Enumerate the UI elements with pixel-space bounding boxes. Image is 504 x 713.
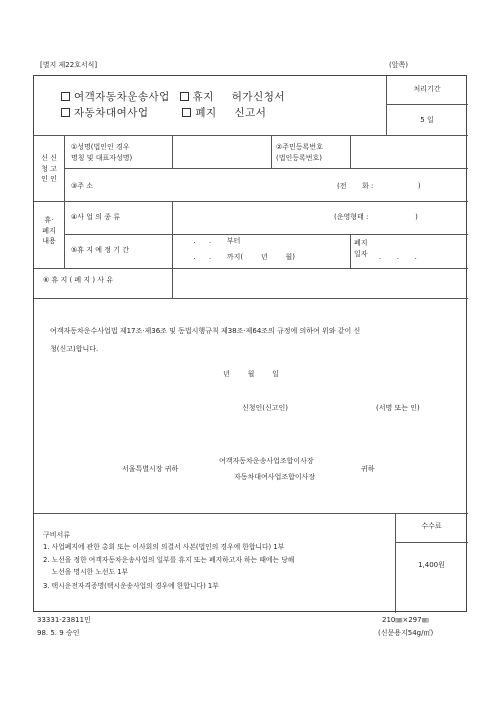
signature-seal-label: (서명 또는 인) <box>376 404 420 412</box>
period-start: . . 부터 <box>189 237 241 245</box>
required-documents-label: 구비서류 <box>43 531 71 539</box>
applicant-signature-label: 신청인(신고인) <box>242 404 289 412</box>
form-code: 33331-23811민 <box>37 616 91 624</box>
checkbox-closure[interactable] <box>182 108 191 117</box>
phone-label: (전 화 : ) <box>337 182 421 190</box>
registration-number-label: ②주민등록번호 (법인등록번호) <box>276 143 323 162</box>
business-type-label: ④사 업 의 종 류 <box>71 213 120 221</box>
period-end: . . 까지( 년 월) <box>189 253 295 261</box>
application-form <box>33 75 467 612</box>
addressee-transport-union: 여객자동차운송사업조합이사장 <box>219 457 314 465</box>
required-document-1: 1. 사업폐지에 관한 총회 또는 이사회의 의결서 사본(법인의 경우에 한합니다) 1부 <box>43 543 285 551</box>
date-line: 년 월 일 <box>223 370 279 378</box>
operation-type-label: (운영형태 : ) <box>334 213 418 221</box>
fee-label: 수수료 <box>421 522 442 530</box>
checkbox-car-rental[interactable] <box>61 108 70 117</box>
suspension-period-label: ⑤휴 지 예 정 기 간 <box>71 246 129 254</box>
application-statement: 여객자동차운수사업법 제17조·제36조 및 동법시행규칙 제38조·제64조의 규정에 의하여 위와 같이 신 청(신고)합니다. <box>50 327 361 354</box>
processing-period-label: 처리기간 <box>413 85 441 93</box>
suspension-section-label: 휴· 폐지 내용 <box>42 216 56 245</box>
checkbox-passenger-transport[interactable] <box>61 92 70 101</box>
page-side-label: (앞쪽) <box>389 61 408 69</box>
applicant-section-label: 신 신 청 고 인 인 <box>41 154 57 183</box>
title-suspension: 휴지 <box>192 91 214 103</box>
title-closure: 폐지 <box>195 107 217 119</box>
addressee-seoul-mayor: 서울특별시장 귀하 <box>122 465 179 473</box>
approval-date: 98. 5. 9 승인 <box>37 629 80 637</box>
title-line-2 <box>61 107 266 120</box>
title-permit-application: 허가신청서 <box>231 91 285 103</box>
paper-type: (신문용지54g/㎡) <box>378 629 434 637</box>
paper-size: 210㎜×297㎜ <box>382 616 429 624</box>
closure-date-label: 폐지 일자 <box>354 239 368 259</box>
title-report: 신고서 <box>234 107 267 119</box>
name-label: ①성명(법인인 경우 명칭 및 대표자성명) <box>71 143 133 162</box>
processing-period-value: 5 일 <box>420 116 434 124</box>
checkbox-suspension[interactable] <box>180 92 189 101</box>
title-passenger-transport: 여객자동차운송사업 <box>74 91 170 103</box>
reason-label: ⑥ 휴 지 ( 폐 지 ) 사 유 <box>43 276 114 284</box>
required-document-2: 2. 노선을 정한 여객자동차운송사업의 일부를 휴지 또는 폐지하고자 하는 때에는 당해 노선을 명시한 노선도 1부 <box>43 556 295 576</box>
title-line-1 <box>61 91 285 104</box>
address-label: ③주 소 <box>71 182 94 190</box>
required-document-3: 3. 택시운전자격증명(택시운송사업의 경우에 한합니다) 1부 <box>43 582 219 590</box>
title-car-rental: 자동차대여사업 <box>74 107 149 119</box>
form-number: [별지 제22호서식] <box>40 61 98 69</box>
fee-value: 1,400원 <box>418 561 445 569</box>
closure-date-value: . . . <box>379 253 417 261</box>
addressee-suffix: 귀하 <box>361 465 375 473</box>
addressee-rental-union: 자동차대여사업조합이사장 <box>234 473 316 481</box>
